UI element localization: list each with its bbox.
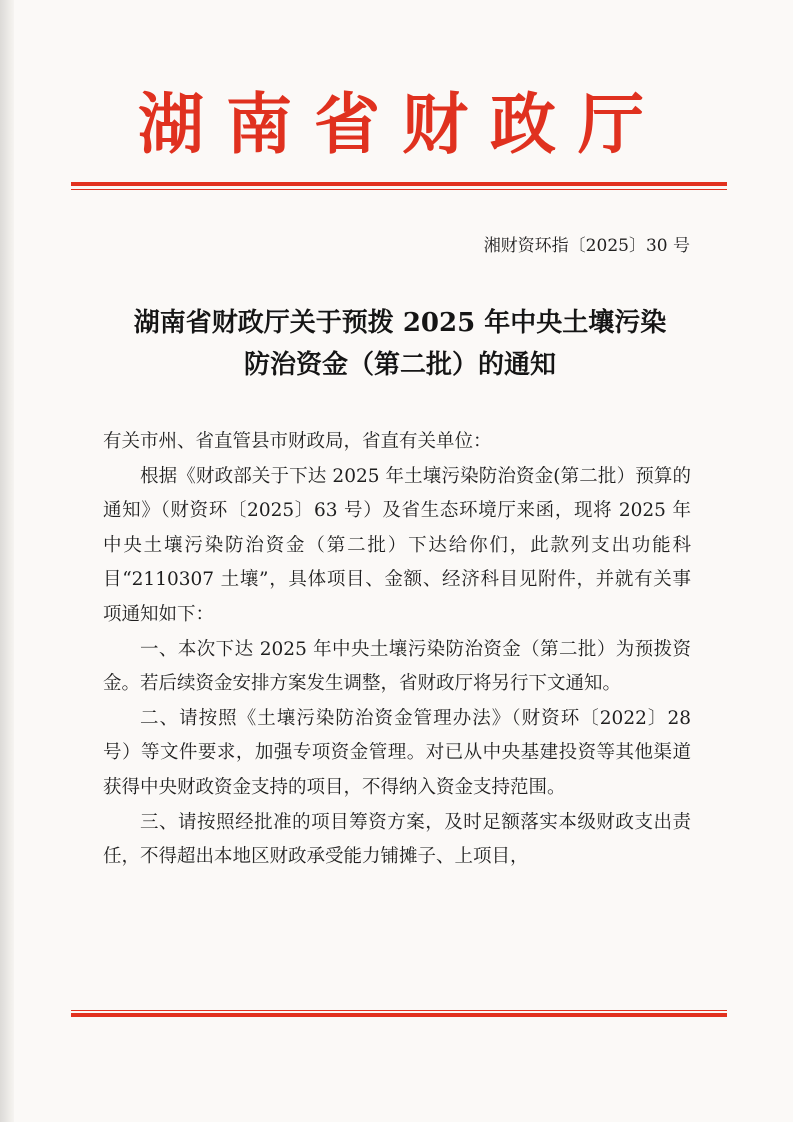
- salutation: 有关市州、省直管县市财政局，省直有关单位：: [103, 431, 492, 452]
- body-paragraph: 一、本次下达 2025 年中央土壤污染防治资金（第二批）为预拨资金。若后续资金安排方案发生调整，省财政厅将另行下文通知。: [103, 638, 691, 695]
- body-paragraph: 二、请按照《土壤污染防治资金管理办法》（财资环〔2022〕28 号）等文件要求，加强专项资金管理。对已从中央基建投资等其他渠道获得中央财政资金支持的项目，不得纳入资金支持范围。: [103, 707, 691, 798]
- document-body: [103, 425, 691, 875]
- footer-rule-thin: [71, 1010, 727, 1011]
- document-number: 湘财资环指〔2025〕30 号: [483, 236, 690, 256]
- issuer-header: 湖南省财政厅: [138, 86, 666, 163]
- footer-rule-thick: [71, 1013, 727, 1017]
- body-paragraph: 三、请按照经批准的项目筹资方案，及时足额落实本级财政支出责任，不得超出本地区财政承受能力铺摊子、上项目，: [103, 811, 691, 868]
- body-paragraph: 根据《财政部关于下达 2025 年土壤污染防治资金(第二批）预算的通知》（财资环〔2025〕63 号）及省生态环境厅来函，现将 2025 年中央土壤污染防治资金（第二批）下达给你们，此款列支出功能科目“2110307 土壤”，具体项目、金额、经济科目见附件，并就有关事项通知如下：: [103, 465, 691, 625]
- document-title-line-2: 防治资金（第二批）的通知: [243, 350, 556, 380]
- header-rule-thin: [71, 189, 727, 190]
- document-title-line-1: 湖南省财政厅关于预拨 2025 年中央土壤污染: [133, 308, 667, 338]
- header-rule-thick: [71, 182, 727, 186]
- scan-edge-shadow: [0, 0, 14, 1122]
